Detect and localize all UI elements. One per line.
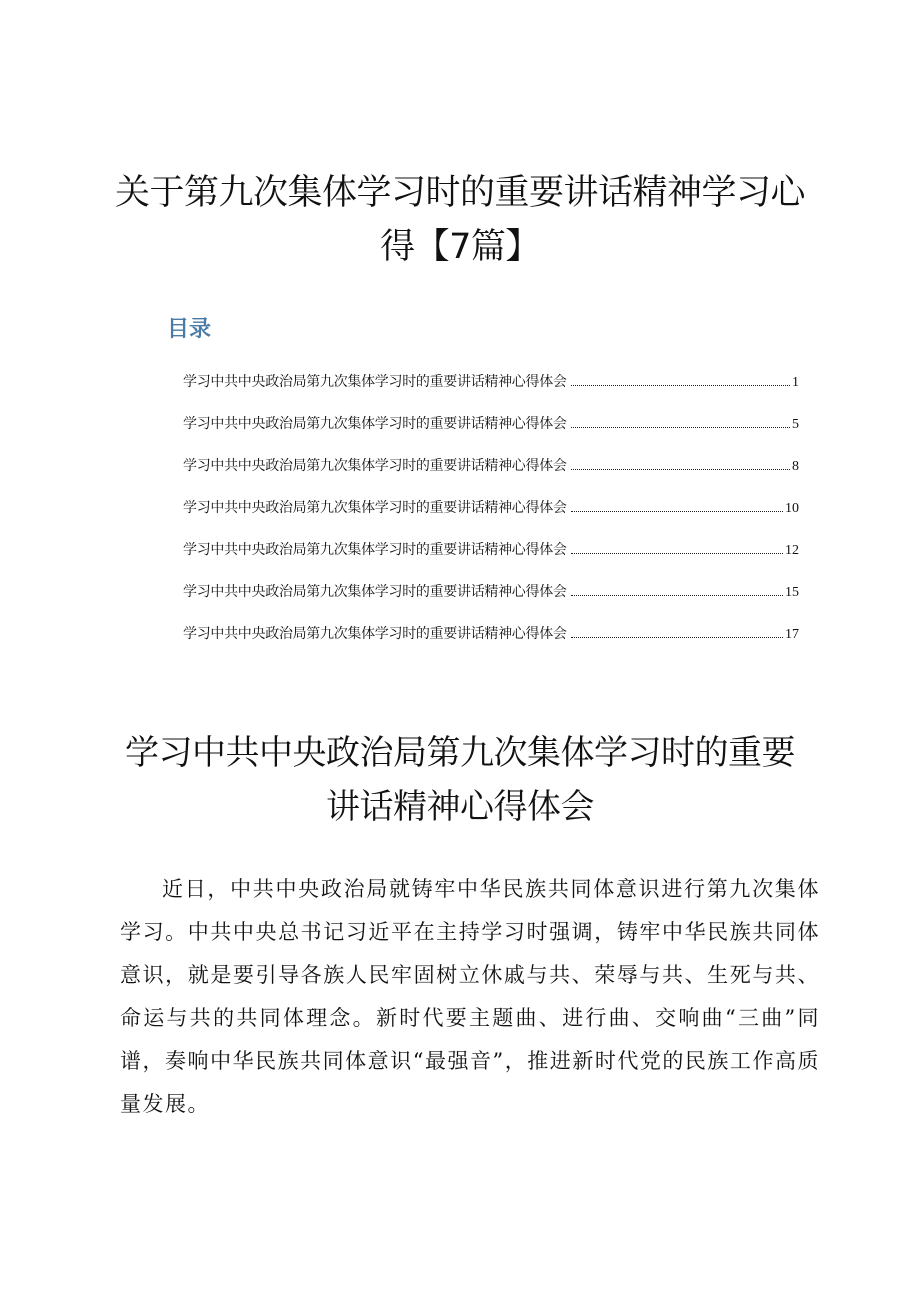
toc-entry[interactable] bbox=[183, 413, 799, 455]
toc-leader-dots bbox=[571, 510, 783, 512]
toc-entry[interactable] bbox=[183, 581, 799, 623]
toc-entry-page: 12 bbox=[785, 543, 799, 558]
toc-entry-page: 1 bbox=[792, 375, 799, 390]
toc-leader-dots bbox=[571, 426, 790, 428]
toc-leader-dots bbox=[571, 636, 783, 638]
toc-entry[interactable] bbox=[183, 497, 799, 539]
toc-entry[interactable] bbox=[183, 455, 799, 497]
toc-leader-dots bbox=[571, 468, 790, 470]
toc-entry-title: 学习中共中央政治局第九次集体学习时的重要讲话精神心得体会 bbox=[183, 374, 567, 390]
table-of-contents bbox=[183, 371, 799, 665]
toc-entry-page: 8 bbox=[792, 459, 799, 474]
article-paragraph: 近日，中共中央政治局就铸牢中华民族共同体意识进行第九次集体学习。中共中央总书记习近平在主持学习时强调，铸牢中华民族共同体意识，就是要引导各族人民牢固树立休戚与共、荣辱与共、生死与共、命运与共的共同体理念。新时代要主题曲、进行曲、交响曲“三曲”同谱，奏响中华民族共同体意识“最强音”，推进新时代党的民族工作高质量发展。 bbox=[120, 877, 820, 1116]
toc-entry-title: 学习中共中央政治局第九次集体学习时的重要讲话精神心得体会 bbox=[183, 500, 567, 516]
toc-leader-dots bbox=[571, 594, 783, 596]
toc-entry[interactable] bbox=[183, 371, 799, 413]
toc-entry-page: 10 bbox=[785, 501, 799, 516]
toc-entry-title: 学习中共中央政治局第九次集体学习时的重要讲话精神心得体会 bbox=[183, 416, 567, 432]
toc-leader-dots bbox=[571, 552, 783, 554]
toc-entry-title: 学习中共中央政治局第九次集体学习时的重要讲话精神心得体会 bbox=[183, 542, 567, 558]
article-title: 学习中共中央政治局第九次集体学习时的重要讲话精神心得体会 bbox=[125, 733, 795, 827]
toc-heading: 目录 bbox=[167, 317, 212, 342]
toc-entry-page: 5 bbox=[792, 417, 799, 432]
toc-entry-title: 学习中共中央政治局第九次集体学习时的重要讲话精神心得体会 bbox=[183, 584, 567, 600]
toc-entry[interactable] bbox=[183, 623, 799, 665]
toc-entry-title: 学习中共中央政治局第九次集体学习时的重要讲话精神心得体会 bbox=[183, 458, 567, 474]
toc-entry-page: 17 bbox=[785, 627, 799, 642]
toc-entry-title: 学习中共中央政治局第九次集体学习时的重要讲话精神心得体会 bbox=[183, 626, 567, 642]
toc-entry-page: 15 bbox=[785, 585, 799, 600]
document-title: 关于第九次集体学习时的重要讲话精神学习心得【7篇】 bbox=[114, 173, 805, 267]
toc-leader-dots bbox=[571, 384, 790, 386]
toc-entry[interactable] bbox=[183, 539, 799, 581]
